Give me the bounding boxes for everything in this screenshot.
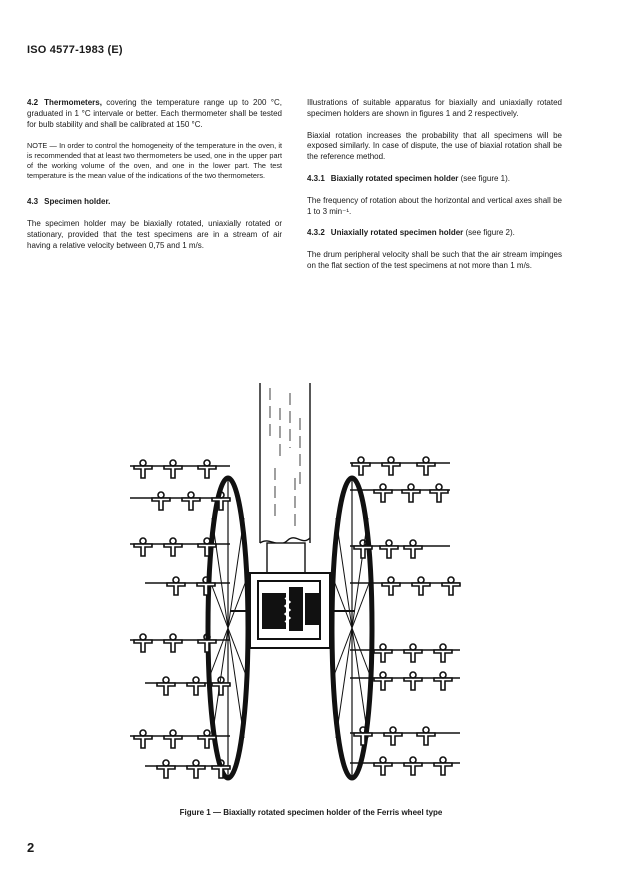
figure-caption: Figure 1 — Biaxially rotated specimen holder of the Ferris wheel type	[179, 808, 443, 817]
left-wheel	[208, 478, 248, 778]
section-4-3-text: The specimen holder may be biaxially rotated, uniaxially rotated or stationary, provided that the test specimens are in a stream of air having a relative velocity between 0,75 and 1 m/s.	[27, 219, 282, 250]
section-number: 4.3.2	[307, 228, 325, 238]
section-number: 4.3.1	[307, 173, 325, 183]
section-4-3-heading	[27, 197, 282, 208]
section-title: Thermometers,	[44, 98, 102, 107]
section-4-2	[27, 98, 282, 130]
section-number: 4.2	[27, 98, 39, 107]
section-4-3-1-text: The frequency of rotation about the horizontal and vertical axes shall be 1 to 3 min⁻¹.	[307, 195, 562, 216]
page-number: 2	[27, 840, 35, 855]
section-title: Biaxially rotated specimen holder	[330, 173, 459, 183]
biaxial-paragraph: Biaxial rotation increases the probability that all specimens will be exposed similarly. In case of dispute, the use of biaxial rotation shall be the reference method.	[307, 130, 562, 162]
note-paragraph: NOTE — In order to control the homogeneity of the temperature in the oven, it is recommended that at least two thermometers be used, one in the upper part of the working volume of the oven, and one in the lower part. The test temperature is the mean value of the indications of the two thermometers.	[27, 141, 282, 181]
section-number: 4.3	[27, 197, 39, 207]
right-column	[307, 98, 562, 283]
section-4-3-2-text: The drum peripheral velocity shall be such that the air stream impinges on the flat section of the test specimens at not more than 1 m/s.	[307, 250, 562, 270]
figure-ref: (see figure 1).	[460, 173, 510, 183]
section-title: Uniaxially rotated specimen holder	[330, 228, 464, 238]
section-text: covering the temperature range up to 200 °C, graduated in 1 °C intervale or better. Each thermometer shall be tested for bulb stability and shall be calibrated at 150 °C.	[27, 98, 282, 129]
document-header: ISO 4577-1983 (E)	[27, 44, 123, 56]
section-title: Specimen holder.	[44, 197, 111, 207]
figure-ref: (see figure 2).	[465, 228, 515, 238]
intro-paragraph: Illustrations of suitable apparatus for biaxially and uniaxially rotated specimen holders are shown in figures 1 and 2 respectively.	[307, 98, 562, 118]
vertical-shaft	[260, 383, 310, 573]
section-4-3-2-heading	[307, 228, 562, 239]
section-4-3-1-heading	[307, 174, 562, 185]
ferris-wheel-figure	[120, 378, 490, 790]
left-column	[27, 98, 282, 263]
